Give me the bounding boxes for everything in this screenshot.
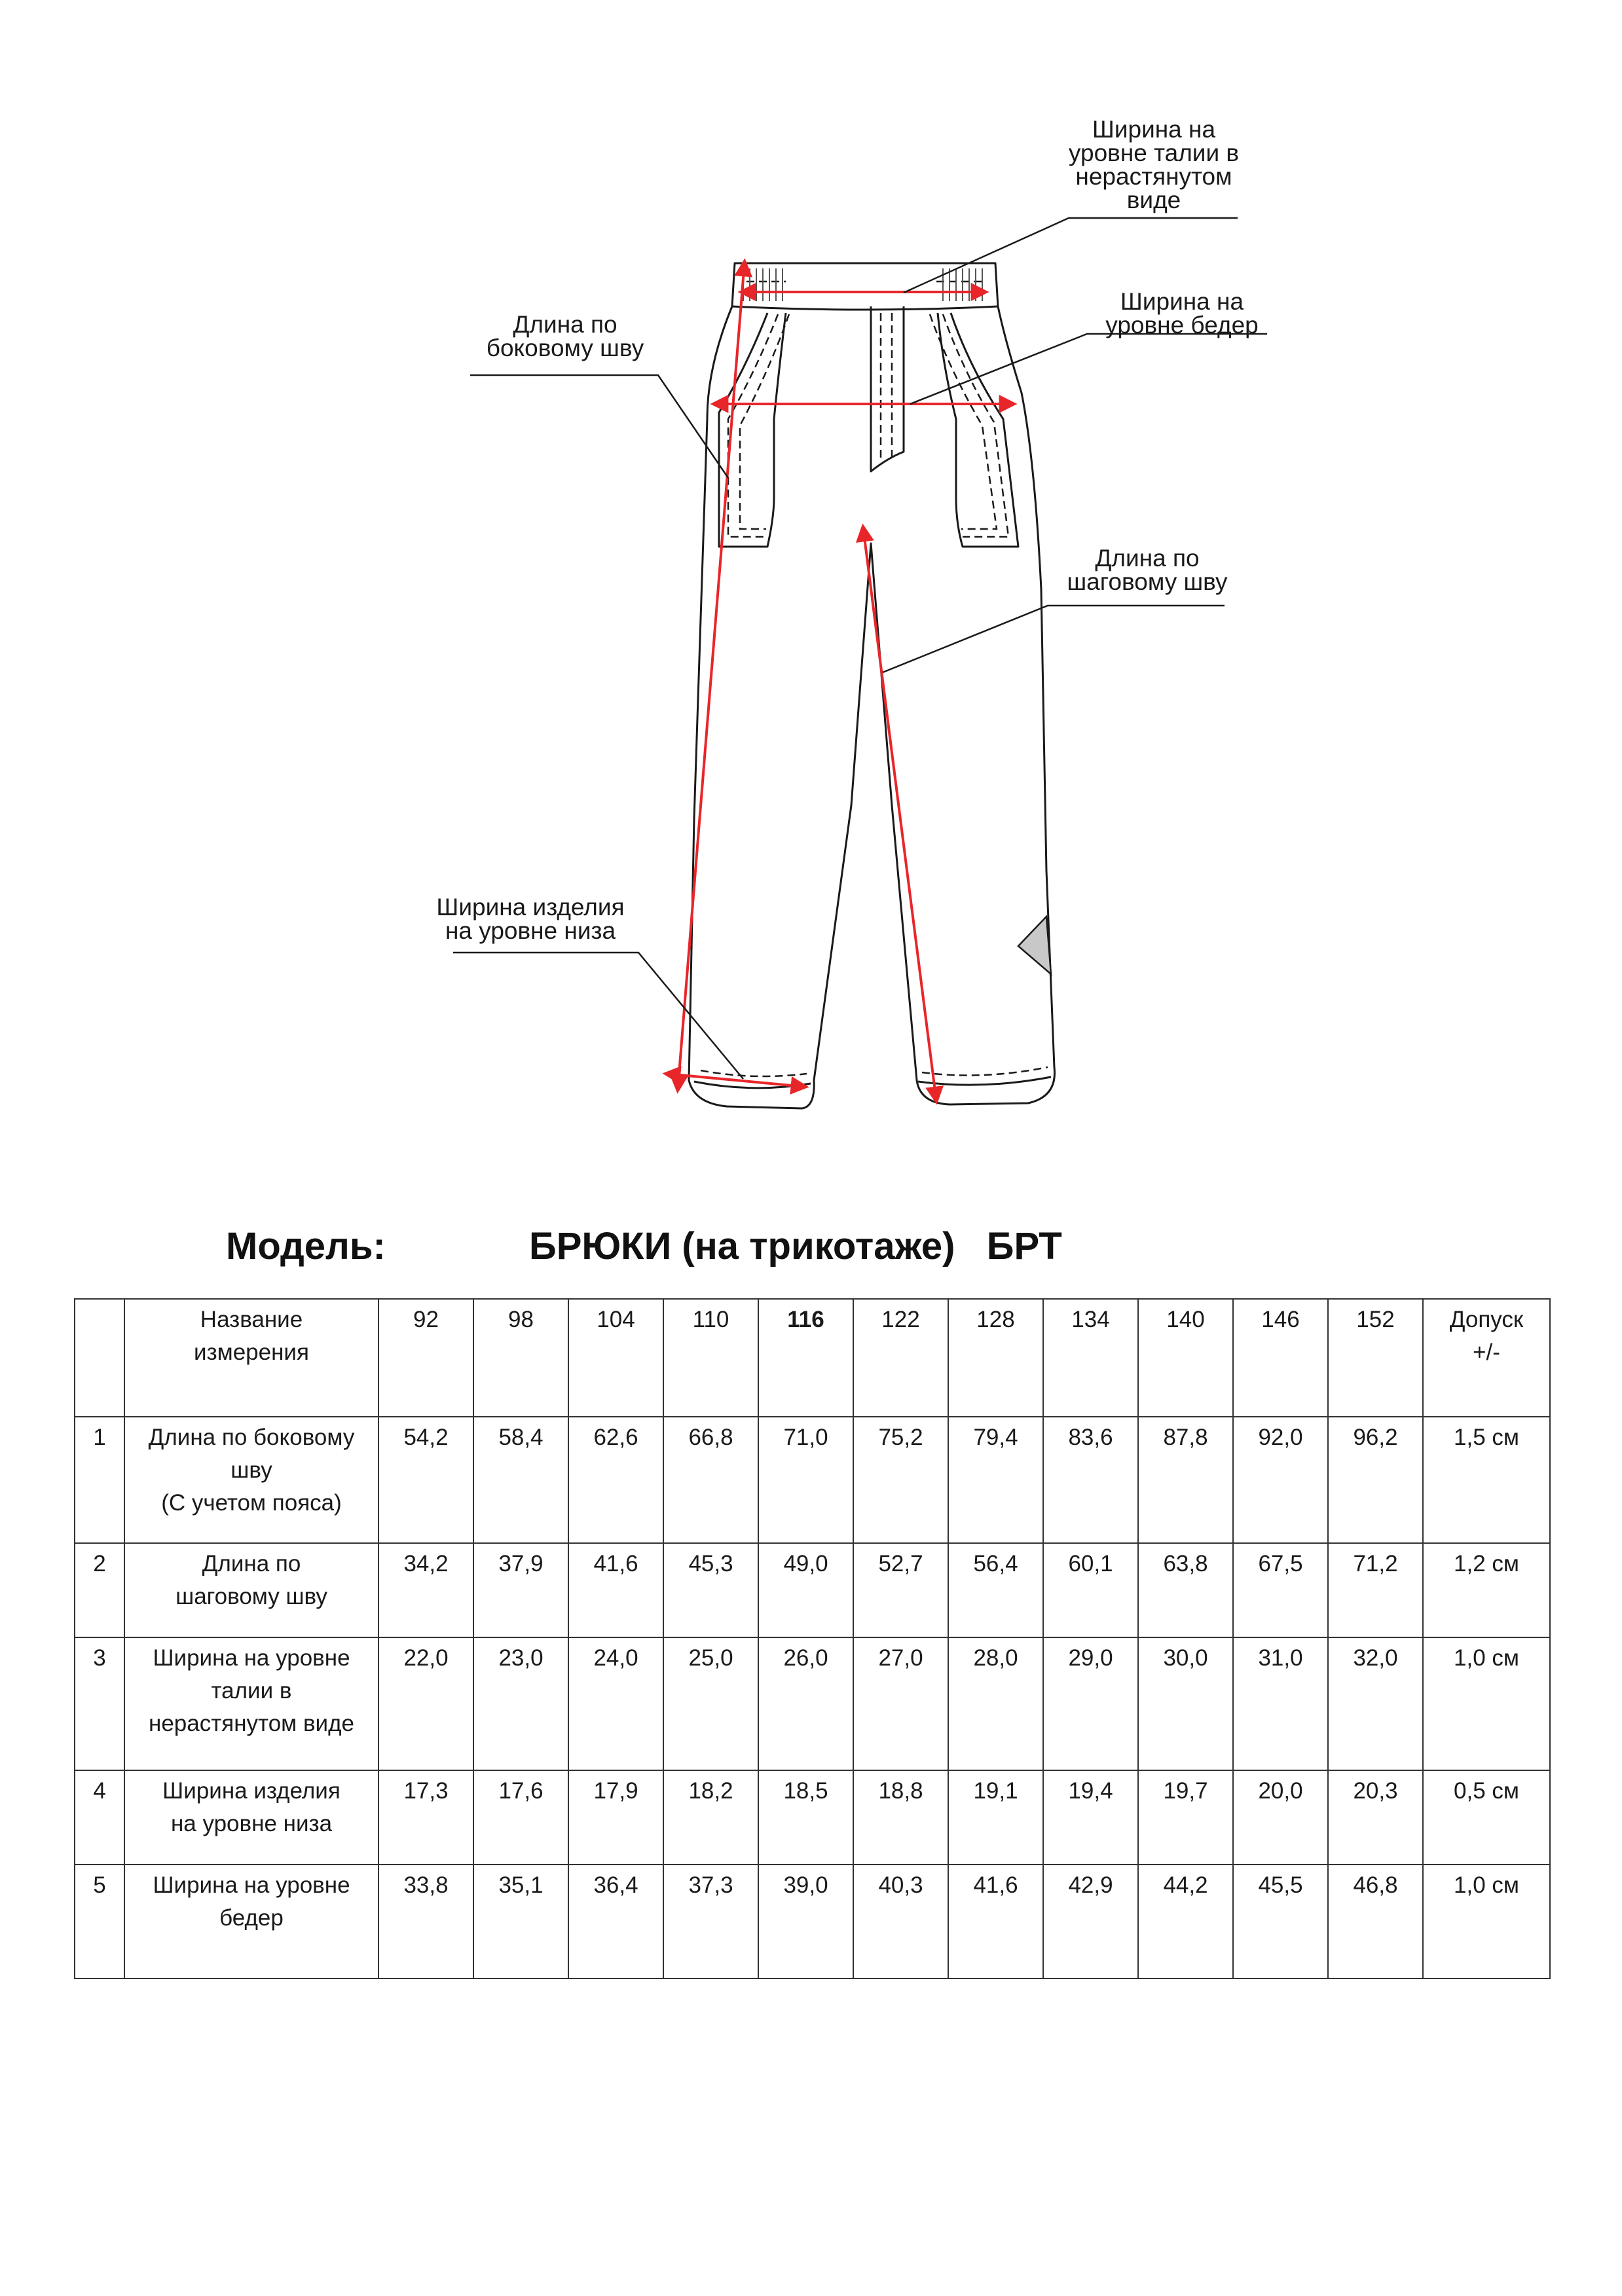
callout-line: шаговому шву <box>1067 568 1228 595</box>
measurement-value: 34,2 <box>378 1543 473 1637</box>
model-label: Модель: <box>226 1225 386 1267</box>
measurement-value: 42,9 <box>1043 1865 1138 1978</box>
measurement-value: 87,8 <box>1138 1417 1233 1543</box>
callout-line: уровне бедер <box>1105 312 1259 338</box>
measurement-value: 44,2 <box>1138 1865 1233 1978</box>
measurement-value: 19,4 <box>1043 1770 1138 1865</box>
callout-line: нерастянутом <box>1075 163 1232 190</box>
table-row <box>75 1637 1550 1770</box>
measurement-value: 54,2 <box>378 1417 473 1543</box>
measurement-value: 56,4 <box>948 1543 1043 1637</box>
model-title <box>226 1224 1405 1270</box>
measurement-name-line: Длина по <box>202 1550 301 1576</box>
measurement-value: 17,9 <box>568 1770 663 1865</box>
measurement-value: 24,0 <box>568 1637 663 1770</box>
header-name-line: Название <box>200 1307 303 1332</box>
header-size: 134 <box>1043 1299 1138 1417</box>
row-number: 5 <box>75 1865 124 1978</box>
measurement-value: 20,3 <box>1328 1770 1423 1865</box>
header-tolerance <box>1423 1299 1550 1417</box>
measurement-name-line: Длина по боковому <box>148 1425 355 1450</box>
tolerance-value: 0,5 см <box>1423 1770 1550 1865</box>
fly-outline <box>871 306 904 471</box>
measurement-value: 62,6 <box>568 1417 663 1543</box>
right-hem <box>918 1077 1051 1085</box>
row-number: 3 <box>75 1637 124 1770</box>
measurement-name-line: на уровне низа <box>170 1810 333 1836</box>
measurement-value: 32,0 <box>1328 1637 1423 1770</box>
measurement-value: 18,2 <box>663 1770 758 1865</box>
measurement-value: 40,3 <box>853 1865 948 1978</box>
measurement-value: 22,0 <box>378 1637 473 1770</box>
measurement-name-line: бедер <box>219 1904 284 1931</box>
header-size: 128 <box>948 1299 1043 1417</box>
table-row <box>75 1543 1550 1637</box>
measurement-name-line: Ширина изделия <box>162 1777 341 1804</box>
measurement-value: 60,1 <box>1043 1543 1138 1637</box>
header-size: 98 <box>473 1299 568 1417</box>
measurement-name-line: Ширина на уровне <box>153 1872 350 1898</box>
measurement-value: 63,8 <box>1138 1543 1233 1637</box>
model-name: БРЮКИ (на трикотаже) БРТ <box>529 1225 1062 1267</box>
hem-measure-line <box>666 1074 805 1087</box>
table-row <box>75 1865 1550 1978</box>
measurement-value: 41,6 <box>948 1865 1043 1978</box>
measurement-value: 37,9 <box>473 1543 568 1637</box>
table-row <box>75 1770 1550 1865</box>
side-seam-callout <box>470 313 660 360</box>
measurement-value: 35,1 <box>473 1865 568 1978</box>
header-size-highlight: 116 <box>758 1299 853 1417</box>
inseam-leader <box>883 606 1225 672</box>
measurement-value: 39,0 <box>758 1865 853 1978</box>
tolerance-value: 1,0 см <box>1423 1865 1550 1978</box>
measurement-value: 36,4 <box>568 1865 663 1978</box>
side-seam-measure-line <box>678 262 745 1090</box>
left-pocket <box>719 313 786 547</box>
measurement-value: 26,0 <box>758 1637 853 1770</box>
header-size: 92 <box>378 1299 473 1417</box>
callout-line: боковому шву <box>486 335 644 361</box>
measurement-value: 20,0 <box>1233 1770 1328 1865</box>
measurement-value: 92,0 <box>1233 1417 1328 1543</box>
measurement-value: 30,0 <box>1138 1637 1233 1770</box>
header-size: 122 <box>853 1299 948 1417</box>
measurement-value: 18,5 <box>758 1770 853 1865</box>
measurement-value: 31,0 <box>1233 1637 1328 1770</box>
right-pocket <box>938 313 1018 547</box>
waistband-outline <box>732 263 998 310</box>
measurement-value: 17,3 <box>378 1770 473 1865</box>
measurement-name-line: (С учетом пояса) <box>161 1490 342 1516</box>
header-name <box>124 1299 378 1417</box>
measurement-value: 18,8 <box>853 1770 948 1865</box>
measurement-value: 19,7 <box>1138 1770 1233 1865</box>
measurement-value: 17,6 <box>473 1770 568 1865</box>
row-number: 1 <box>75 1417 124 1543</box>
header-num <box>75 1299 124 1417</box>
measurement-name-line: Ширина на уровне <box>153 1645 350 1671</box>
measurement-name-line: шаговому шву <box>175 1583 327 1609</box>
measurement-value: 27,0 <box>853 1637 948 1770</box>
measurement-name <box>124 1543 378 1637</box>
callout-line: Ширина на <box>1092 116 1216 143</box>
measurement-value: 66,8 <box>663 1417 758 1543</box>
measurement-value: 71,2 <box>1328 1543 1423 1637</box>
measurement-value: 28,0 <box>948 1637 1043 1770</box>
callout-line: на уровне низа <box>445 917 616 944</box>
measurement-name-line: шву <box>230 1457 272 1483</box>
measurement-name <box>124 1865 378 1978</box>
header-size: 146 <box>1233 1299 1328 1417</box>
header-size: 104 <box>568 1299 663 1417</box>
measurement-value: 83,6 <box>1043 1417 1138 1543</box>
measurement-value: 25,0 <box>663 1637 758 1770</box>
waist-callout <box>1056 118 1252 212</box>
measurement-name-line: талии в <box>211 1677 292 1704</box>
callout-line: виде <box>1126 187 1181 213</box>
measurement-value: 41,6 <box>568 1543 663 1637</box>
measurement-value: 67,5 <box>1233 1543 1328 1637</box>
measurement-value: 45,5 <box>1233 1865 1328 1978</box>
table-body <box>75 1417 1550 1978</box>
table-row <box>75 1417 1550 1543</box>
measurement-value: 19,1 <box>948 1770 1043 1865</box>
measurement-value: 71,0 <box>758 1417 853 1543</box>
measurement-name <box>124 1417 378 1543</box>
callout-line: Ширина изделия <box>436 894 625 920</box>
hips-callout <box>1084 290 1280 337</box>
callout-line: Ширина на <box>1120 288 1244 315</box>
callout-line: Длина по <box>513 311 617 338</box>
measurement-value: 33,8 <box>378 1865 473 1978</box>
measurement-value: 23,0 <box>473 1637 568 1770</box>
header-name-line: измерения <box>194 1339 309 1365</box>
table-header-row <box>75 1299 1550 1417</box>
measurement-value: 58,4 <box>473 1417 568 1543</box>
measurement-value: 46,8 <box>1328 1865 1423 1978</box>
measurement-value: 37,3 <box>663 1865 758 1978</box>
row-number: 4 <box>75 1770 124 1865</box>
inseam-callout <box>1049 547 1245 594</box>
measurement-value: 75,2 <box>853 1417 948 1543</box>
measurement-value: 45,3 <box>663 1543 758 1637</box>
measurement-value: 52,7 <box>853 1543 948 1637</box>
header-size: 152 <box>1328 1299 1423 1417</box>
header-size: 140 <box>1138 1299 1233 1417</box>
measurement-name <box>124 1637 378 1770</box>
tolerance-value: 1,0 см <box>1423 1637 1550 1770</box>
inseam-measure-line <box>863 527 936 1101</box>
size-table <box>74 1298 1551 1979</box>
hem-leader <box>453 953 743 1079</box>
header-size: 110 <box>663 1299 758 1417</box>
tolerance-value: 1,5 см <box>1423 1417 1550 1543</box>
side-seam-leader <box>470 375 728 478</box>
measurement-name-line: нерастянутом виде <box>149 1710 354 1736</box>
row-number: 2 <box>75 1543 124 1637</box>
measurement-name <box>124 1770 378 1865</box>
callout-line: Длина по <box>1095 545 1200 572</box>
measurement-value: 49,0 <box>758 1543 853 1637</box>
hem-callout <box>419 896 642 943</box>
measurement-value: 96,2 <box>1328 1417 1423 1543</box>
measurement-value: 79,4 <box>948 1417 1043 1543</box>
measurement-value: 29,0 <box>1043 1637 1138 1770</box>
header-tolerance-line: Допуск <box>1449 1307 1524 1332</box>
header-tolerance-line: +/- <box>1473 1339 1500 1365</box>
knee-patch <box>1018 917 1051 974</box>
callout-line: уровне талии в <box>1068 139 1240 166</box>
tolerance-value: 1,2 см <box>1423 1543 1550 1637</box>
